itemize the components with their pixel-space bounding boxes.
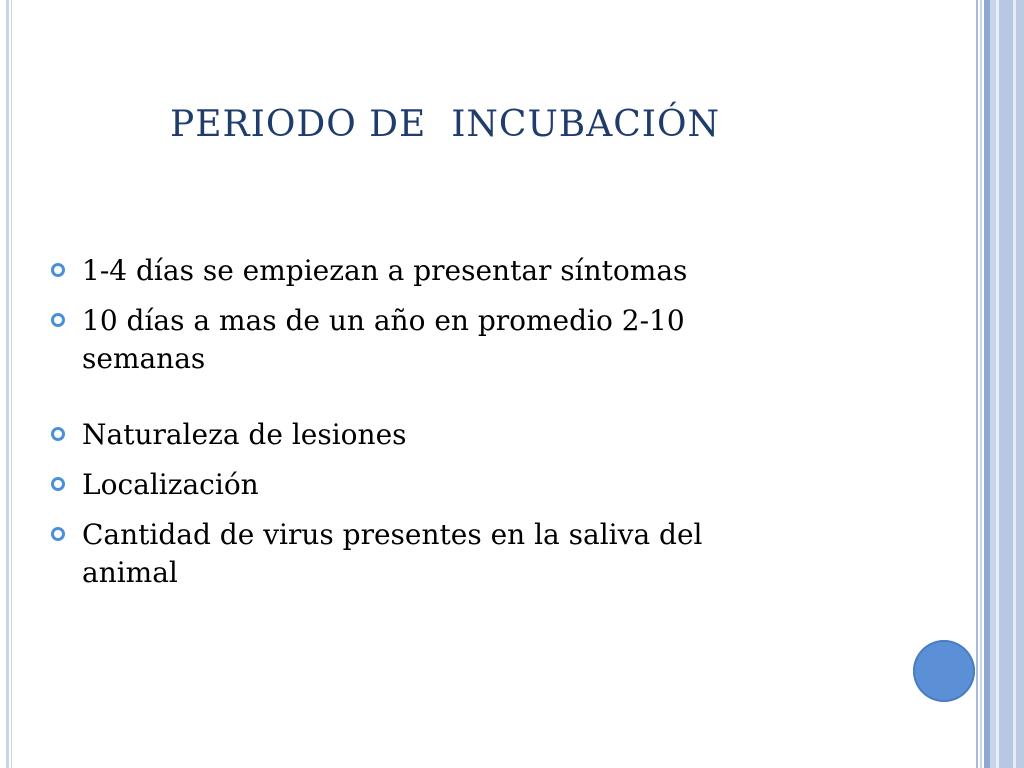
ring-bullet-icon bbox=[51, 527, 65, 541]
bullet-item bbox=[48, 252, 788, 290]
ring-bullet-icon bbox=[51, 263, 65, 277]
bullet-list bbox=[48, 252, 788, 604]
left-border-line bbox=[6, 0, 9, 768]
right-stripe bbox=[980, 0, 982, 768]
right-stripe bbox=[1016, 0, 1024, 768]
bullet-text: Naturaleza de lesiones bbox=[82, 418, 407, 451]
bullet-item bbox=[48, 466, 788, 504]
bullet-item bbox=[48, 416, 788, 454]
bullet-text: Localización bbox=[82, 468, 259, 501]
left-border-line-thin bbox=[11, 0, 12, 768]
bullet-item bbox=[48, 516, 788, 592]
ring-bullet-icon bbox=[51, 427, 65, 441]
right-stripe bbox=[999, 0, 1013, 768]
ring-bullet-icon bbox=[51, 313, 65, 327]
bullet-text: 10 días a mas de un año en promedio 2-10 semanas bbox=[82, 304, 685, 375]
bullet-item bbox=[48, 302, 788, 378]
bullet-text: 1-4 días se empiezan a presentar síntomas bbox=[82, 254, 688, 287]
decorative-circle bbox=[913, 640, 975, 702]
ring-bullet-icon bbox=[51, 477, 65, 491]
slide-title: PERIODO DE INCUBACIÓN bbox=[170, 104, 721, 145]
bullet-text: Cantidad de virus presentes en la saliva del animal bbox=[82, 518, 703, 589]
right-stripe bbox=[976, 0, 978, 768]
